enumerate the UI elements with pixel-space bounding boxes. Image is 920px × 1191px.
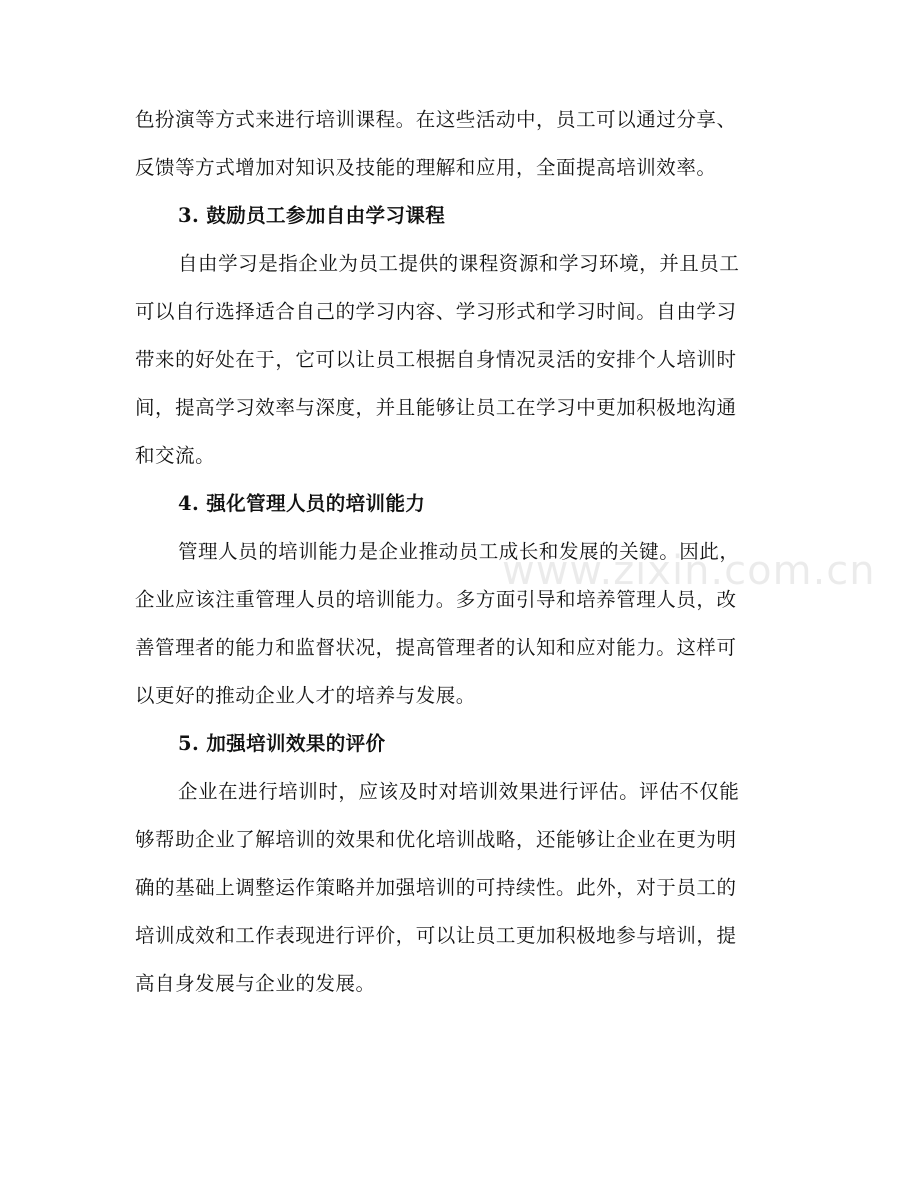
text-line: 管理人员的培训能力是企业推动员工成长和发展的关键。因此，: [178, 540, 740, 563]
document-body: [135, 108, 785, 996]
watermark: www.zixin.com.cn: [502, 548, 876, 594]
text-line: 善管理者的能力和监督状况，提高管理者的认知和应对能力。这样可: [135, 636, 737, 659]
paragraph-continued: [135, 108, 785, 180]
text-line: 确的基础上调整运作策略并加强培训的可持续性。此外，对于员工的: [135, 876, 737, 899]
text-line: 反馈等方式增加对知识及技能的理解和应用，全面提高培训效率。: [135, 156, 717, 179]
text-line: 和交流。: [135, 444, 216, 467]
paragraph-management-training: [135, 540, 785, 708]
section-heading-5: 5. 加强培训效果的评价: [178, 732, 386, 755]
text-line: 够帮助企业了解培训的效果和优化培训战略，还能够让企业在更为明: [135, 828, 737, 851]
text-line: 自由学习是指企业为员工提供的课程资源和学习环境，并且员工: [178, 252, 740, 275]
text-line: 间，提高学习效率与深度，并且能够让员工在学习中更加积极地沟通: [135, 396, 737, 419]
text-line: 色扮演等方式来进行培训课程。在这些活动中，员工可以通过分享、: [135, 108, 737, 131]
text-line: 企业应该注重管理人员的培训能力。多方面引导和培养管理人员，改: [135, 588, 737, 611]
text-line: 可以自行选择适合自己的学习内容、学习形式和学习时间。自由学习: [135, 300, 737, 323]
section-heading-4: 4. 强化管理人员的培训能力: [178, 492, 426, 515]
text-line: 企业在进行培训时，应该及时对培训效果进行评估。评估不仅能: [178, 780, 740, 803]
text-line: 带来的好处在于，它可以让员工根据自身情况灵活的安排个人培训时: [135, 348, 737, 371]
section-heading-3: 3. 鼓励员工参加自由学习课程: [178, 204, 446, 227]
paragraph-self-learning: [135, 252, 785, 468]
text-line: 以更好的推动企业人才的培养与发展。: [135, 684, 476, 707]
text-line: 高自身发展与企业的发展。: [135, 972, 376, 995]
text-line: 培训成效和工作表现进行评价，可以让员工更加积极地参与培训，提: [135, 924, 737, 947]
paragraph-training-evaluation: [135, 780, 785, 996]
